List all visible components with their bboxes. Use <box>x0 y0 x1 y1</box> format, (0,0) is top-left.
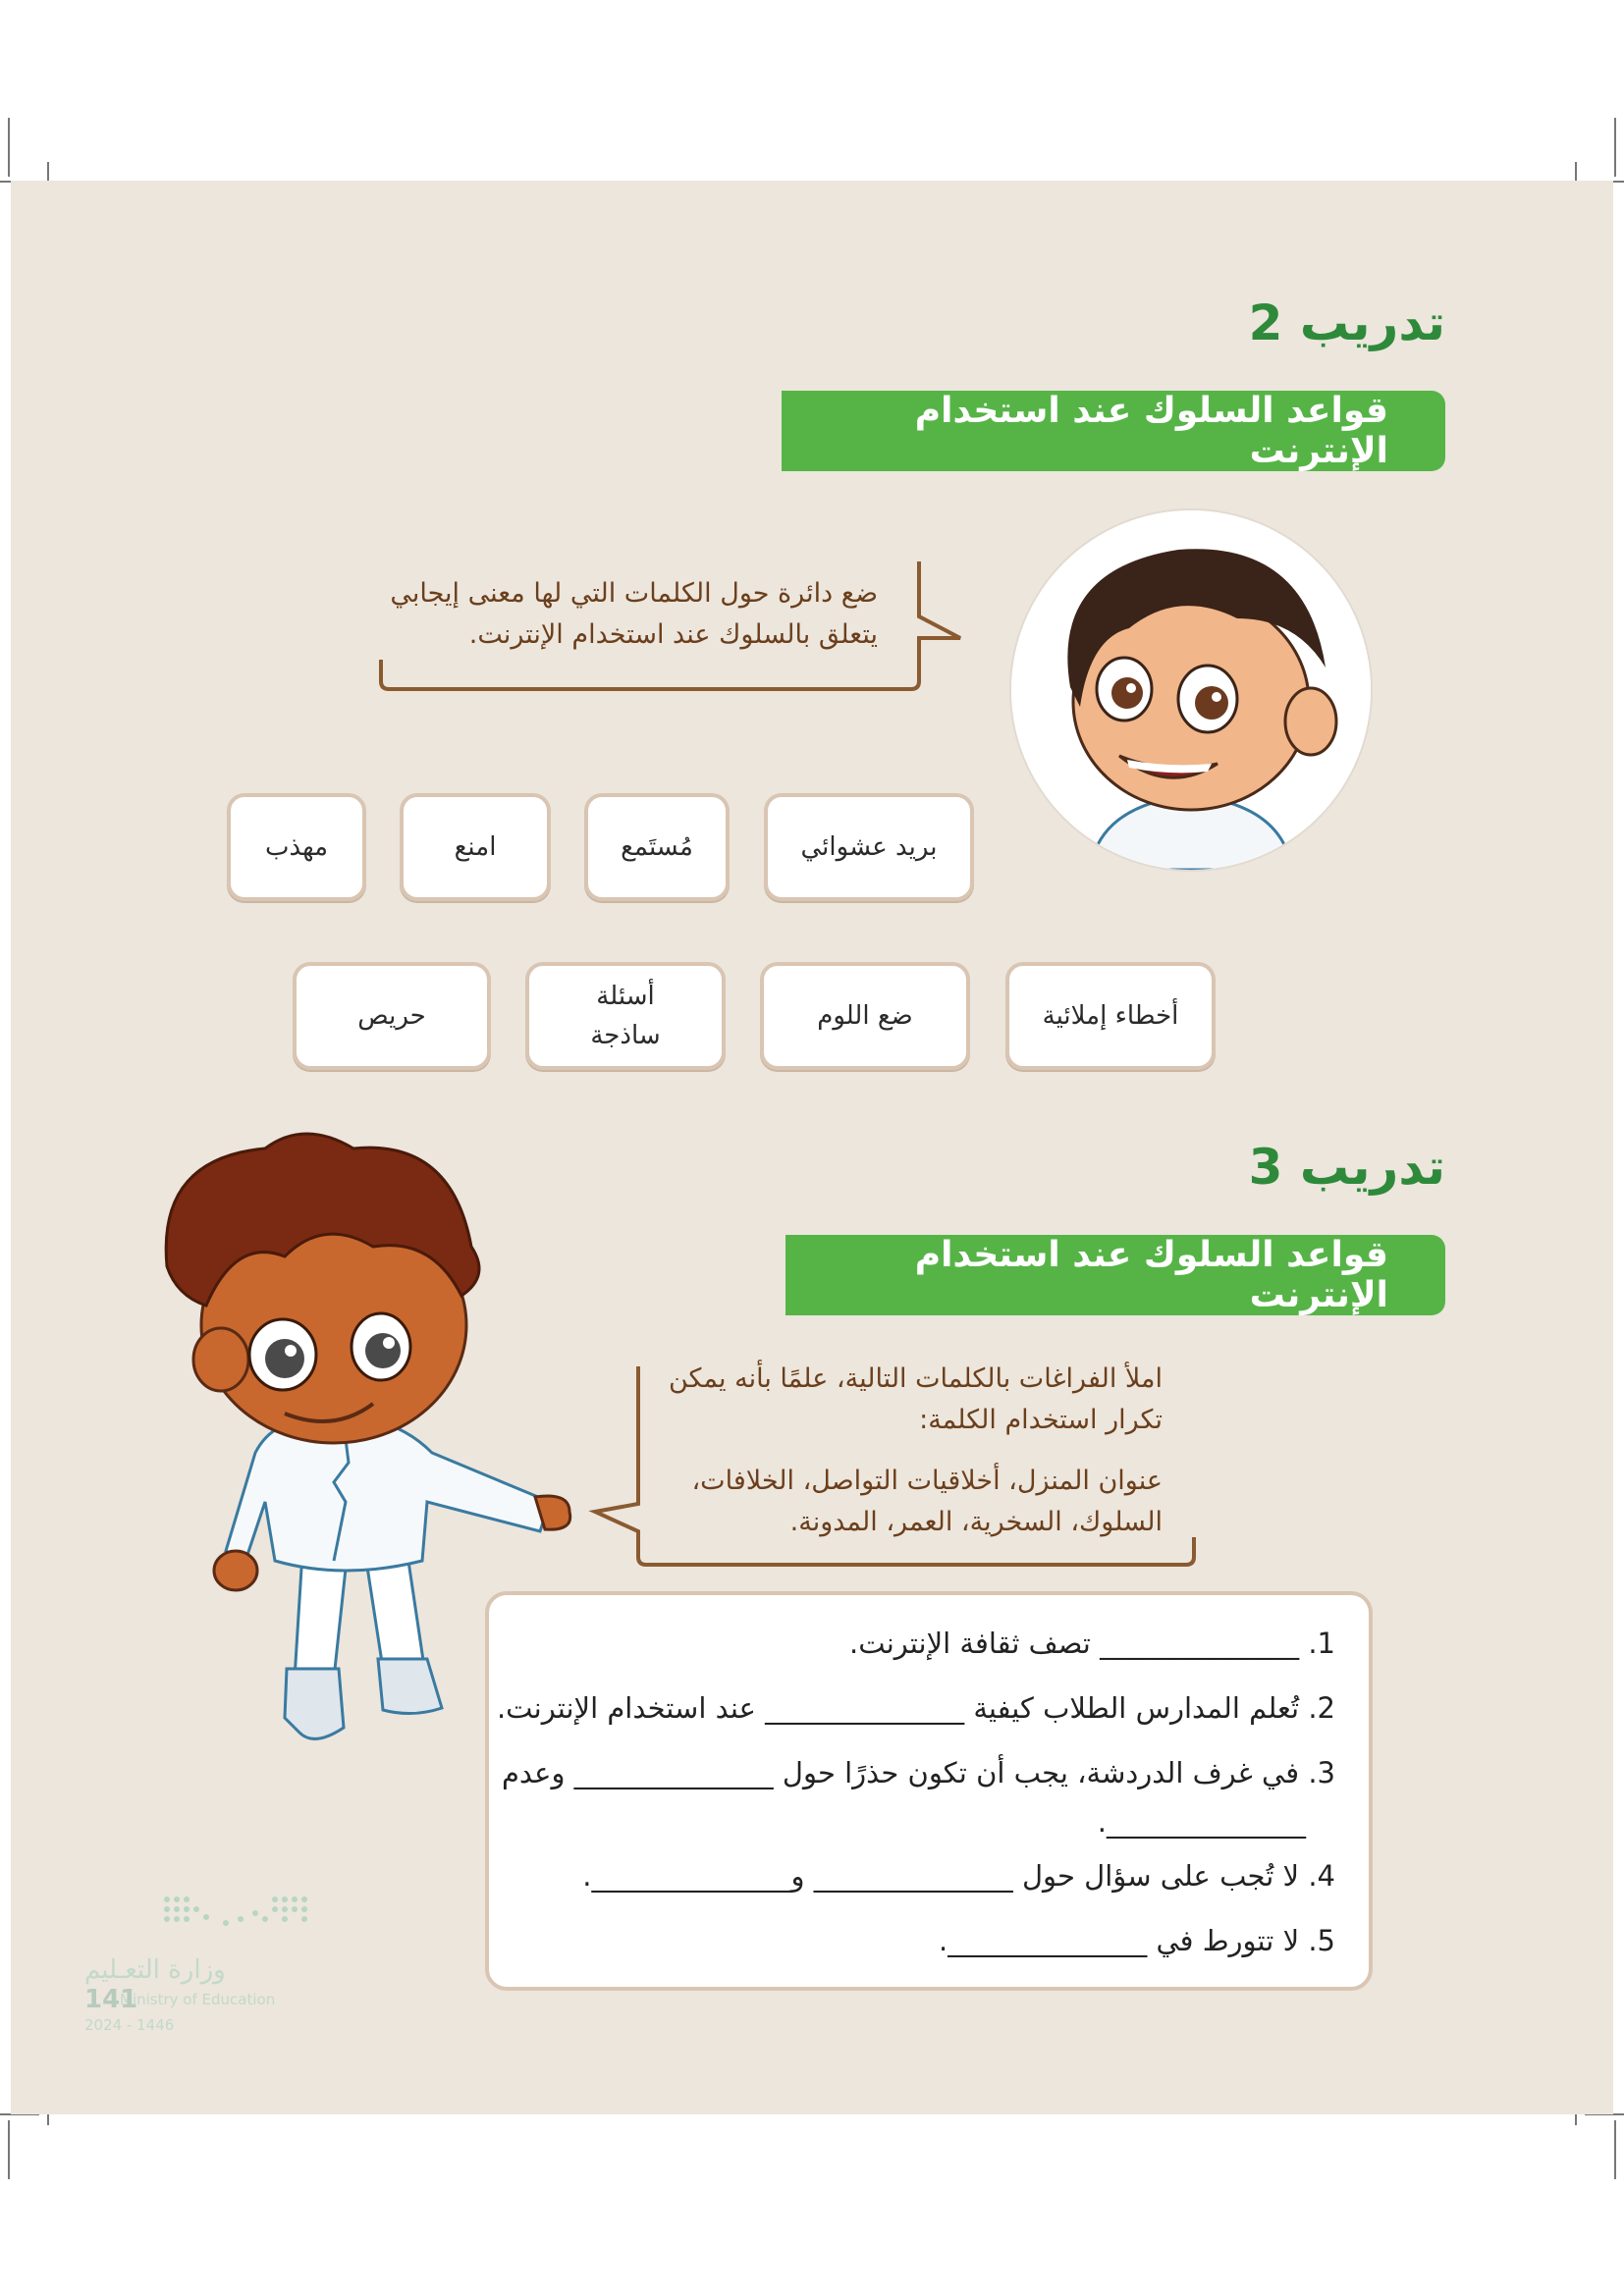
word-chip-label: بريد عشوائي <box>800 832 938 862</box>
question-4: 4. لا تُجب على سؤال حول ______________ و______________. <box>582 1859 1335 1893</box>
word-chip-label: حريص <box>357 1001 426 1031</box>
question-5: 5. لا تتورط في ______________. <box>939 1924 1335 1957</box>
word-chip[interactable] <box>584 793 730 901</box>
instruction-line: ضع دائرة حول الكلمات التي لها معنى إيجابي <box>390 578 878 609</box>
word-chip-label: امنع <box>454 832 497 862</box>
instruction-line: تكرار استخدام الكلمة: <box>919 1405 1163 1435</box>
year-label: 2024 - 1446 <box>84 2016 175 2034</box>
boy-face-illustration <box>1011 510 1371 870</box>
word-chip[interactable] <box>227 793 366 901</box>
exercise-2-heading: تدريب 2 <box>1248 294 1445 351</box>
spacer <box>652 1441 1163 1461</box>
exercise-2-title-bar <box>782 391 1445 471</box>
crop-mark <box>1614 118 1616 177</box>
word-chip-label: مهذب <box>264 832 329 862</box>
crop-mark <box>8 2120 10 2179</box>
word-chip[interactable] <box>525 962 726 1070</box>
instruction-line: يتعلق بالسلوك عند استخدام الإنترنت. <box>468 619 878 650</box>
ministry-logo-icon <box>157 1890 324 1939</box>
exercise-3-title-bar <box>785 1235 1445 1315</box>
ministry-name-en: Ministry of Education <box>120 1991 276 2008</box>
word-chip-label: أخطاء إملائية <box>1042 1001 1179 1031</box>
ministry-name-ar: وزارة التعـليم <box>84 1955 226 1985</box>
boy-avatar <box>1011 510 1371 870</box>
exercise-2-instruction <box>328 573 878 656</box>
crop-mark <box>1614 2120 1616 2179</box>
page-number: 141 <box>84 1985 138 2014</box>
question-3-continuation: ______________. <box>1097 1805 1306 1839</box>
word-chip-label: مُستَمع <box>621 832 693 862</box>
instruction-line: املأ الفراغات بالكلمات التالية، علمًا بأنه يمكن <box>668 1363 1163 1394</box>
word-chip[interactable] <box>1005 962 1216 1070</box>
word-bank-line: السلوك، السخرية، العمر، المدونة. <box>789 1507 1163 1537</box>
crop-mark <box>8 118 10 177</box>
word-chip-label: ضع اللوم <box>817 1001 913 1031</box>
word-chip[interactable] <box>764 793 974 901</box>
word-bank-line: عنوان المنزل، أخلاقيات التواصل، الخلافات، <box>691 1466 1163 1496</box>
exercise-3-title: قواعد السلوك عند استخدام الإنترنت <box>914 1235 1388 1315</box>
word-chip[interactable] <box>400 793 551 901</box>
exercise-2-title: قواعد السلوك عند استخدام الإنترنت <box>914 391 1388 471</box>
exercise-3-heading: تدريب 3 <box>1248 1139 1445 1196</box>
question-2: 2. تُعلم المدارس الطلاب كيفية ______________ عند استخدام الإنترنت. <box>496 1691 1335 1725</box>
word-chip-label: أسئلة ساذجة <box>590 982 661 1050</box>
exercise-3-instruction <box>652 1359 1163 1543</box>
question-3: 3. في غرف الدردشة، يجب أن تكون حذرًا حول ______________ وعدم <box>501 1756 1335 1789</box>
question-1: 1. ______________ تصف ثقافة الإنترنت. <box>849 1627 1335 1660</box>
word-chip[interactable] <box>293 962 491 1070</box>
word-chip[interactable] <box>760 962 970 1070</box>
